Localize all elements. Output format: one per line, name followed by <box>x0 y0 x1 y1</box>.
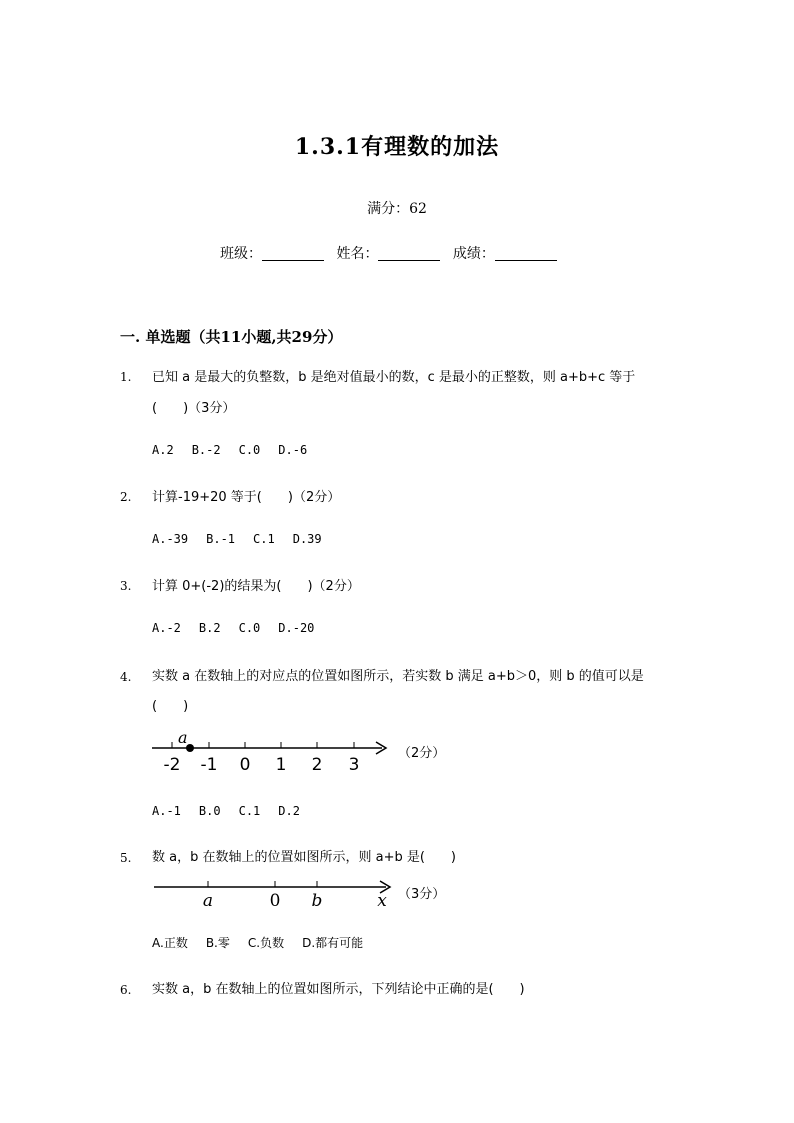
label-x: x <box>377 891 387 911</box>
option-a[interactable]: A.-39 <box>152 532 189 546</box>
page-title: 1.3.1有理数的加法 <box>294 134 500 160</box>
question-2-text: 计算-19+20 等于( )（2分） <box>152 490 341 505</box>
option-d[interactable]: D.39 <box>292 532 322 546</box>
question-6-number: 6. <box>120 983 132 997</box>
question-6-text: 实数 a，b 在数轴上的位置如图所示，下列结论中正确的是( ) <box>152 982 525 997</box>
question-2-options <box>152 532 340 546</box>
question-4-points: （2分） <box>398 746 446 761</box>
question-4-options <box>152 804 318 818</box>
grade-label: 成绩： <box>452 246 495 262</box>
question-1-number: 1. <box>120 370 132 384</box>
name-blank[interactable] <box>378 246 440 261</box>
option-b[interactable]: B.2 <box>198 621 221 635</box>
option-c[interactable]: C.负数 <box>247 936 285 950</box>
option-b[interactable]: B.-2 <box>191 443 221 457</box>
number-line-figure-q5 <box>152 875 397 911</box>
label-a: a <box>202 891 214 911</box>
point-a-label: a <box>178 728 188 747</box>
class-blank[interactable] <box>262 246 324 261</box>
question-5-number: 5. <box>120 851 132 865</box>
grade-blank[interactable] <box>495 246 557 261</box>
tick-label: 2 <box>311 755 323 775</box>
option-c[interactable]: C.1 <box>253 532 275 546</box>
option-d[interactable]: D.-6 <box>278 443 308 457</box>
question-1-text: 已知 a 是最大的负整数，b 是绝对值最小的数，c 是最小的正整数，则 a+b+c 等于 <box>152 370 636 385</box>
question-1-text-cont: ( )（3分） <box>152 401 236 416</box>
question-1-options <box>152 443 325 457</box>
question-3-options <box>152 621 332 635</box>
option-a[interactable]: A.2 <box>152 443 174 457</box>
tick-label: 1 <box>275 755 287 775</box>
question-3-text: 计算 0+(-2)的结果为( )（2分） <box>152 579 360 594</box>
question-5-points: （3分） <box>398 887 446 902</box>
option-c[interactable]: C.0 <box>238 443 261 457</box>
tick-label: 0 <box>239 755 251 775</box>
tick-label: 3 <box>348 755 360 775</box>
option-c[interactable]: C.0 <box>238 621 261 635</box>
option-d[interactable]: D.-20 <box>278 621 315 635</box>
number-line-figure-q4 <box>150 728 390 778</box>
question-2-number: 2. <box>120 490 132 504</box>
option-d[interactable]: D.2 <box>278 804 300 818</box>
option-b[interactable]: B.0 <box>198 804 221 818</box>
option-d[interactable]: D.都有可能 <box>302 936 364 950</box>
tick-label: -1 <box>200 755 218 775</box>
option-a[interactable]: A.正数 <box>152 936 188 950</box>
total-score: 满分：62 <box>367 201 427 217</box>
question-4-number: 4. <box>120 670 132 684</box>
section-heading: 一. 单选题（共11小题,共29分） <box>120 328 343 346</box>
question-5-options <box>152 934 381 951</box>
student-info-row <box>220 243 565 263</box>
option-b[interactable]: B.-1 <box>206 532 236 546</box>
name-label: 姓名： <box>336 246 379 262</box>
tick-label: -2 <box>163 755 181 775</box>
label-0: 0 <box>269 891 281 911</box>
option-a[interactable]: A.-2 <box>152 621 181 635</box>
class-label: 班级： <box>220 246 262 262</box>
option-c[interactable]: C.1 <box>238 804 261 818</box>
label-b: b <box>311 891 323 911</box>
question-5-text: 数 a，b 在数轴上的位置如图所示，则 a+b 是( ) <box>152 850 457 865</box>
question-3-number: 3. <box>120 579 132 593</box>
question-4-text: 实数 a 在数轴上的对应点的位置如图所示，若实数 b 满足 a+b＞0，则 b 的值可以是 <box>152 669 644 684</box>
option-b[interactable]: B.零 <box>205 936 230 950</box>
option-a[interactable]: A.-1 <box>152 804 181 818</box>
question-4-text-cont: ( ) <box>152 699 189 714</box>
